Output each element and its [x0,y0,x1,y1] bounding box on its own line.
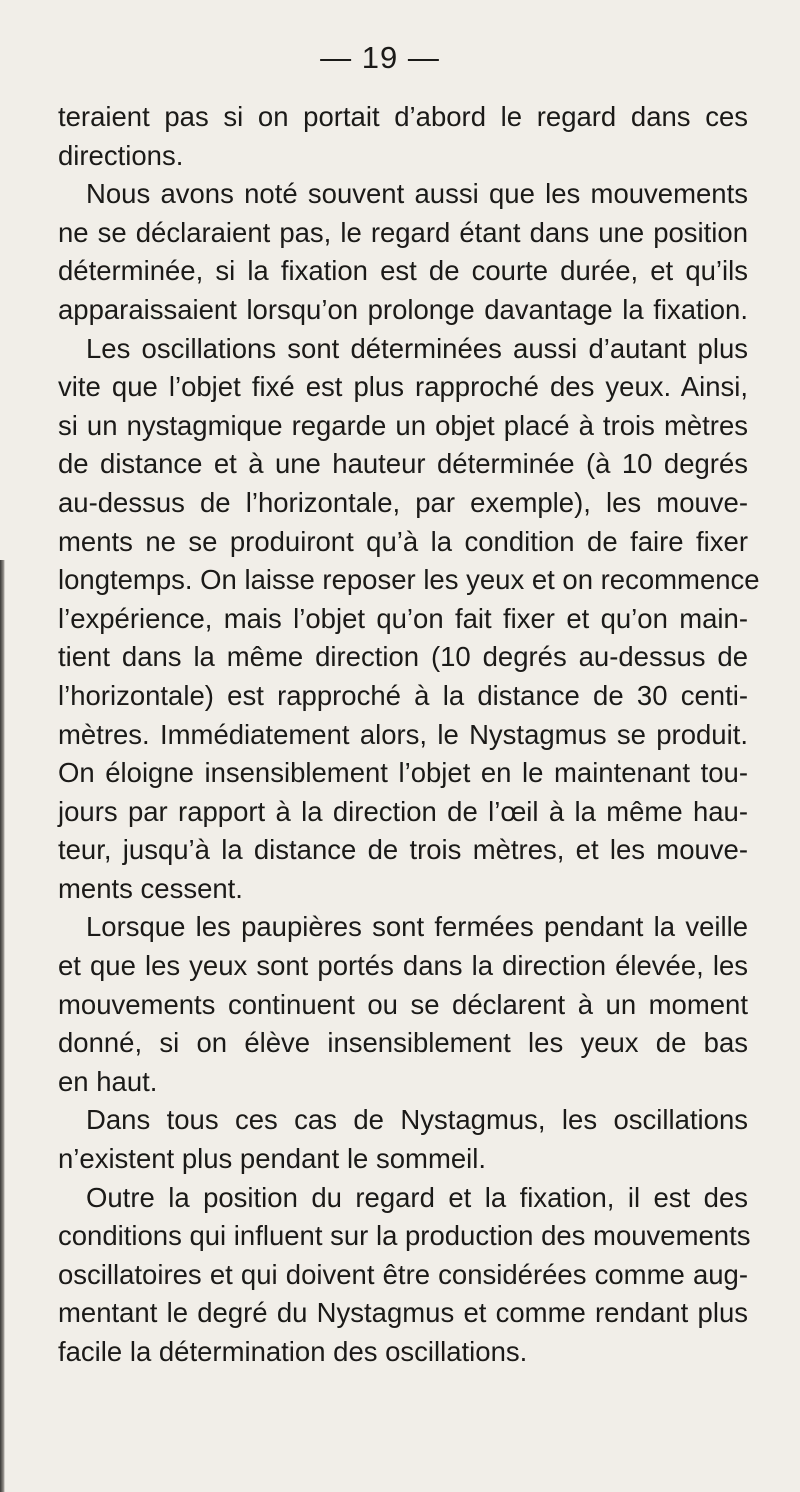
paragraph-1 [58,98,748,175]
text-line: en haut. [58,1065,158,1097]
text-line: oscillatoires et qui doivent être considérées comme aug- [58,1258,748,1290]
paragraph-3 [58,330,760,909]
text-line: jours par rapport à la direction de l’œil à la même hau- [58,795,748,827]
text-line: apparaissaient lorsqu’on prolonge davantage la fixation. [58,293,748,325]
text-line: l’horizontale) est rapproché à la distance de 30 centi- [58,679,748,711]
text-line: Nous avons noté souvent aussi que les mouvements [86,178,748,210]
text-line: conditions qui influent sur la production des mouvements [58,1220,751,1252]
text-line: teur, jusqu’à la distance de trois mètres, et les mouve- [58,834,748,866]
text-line: n’existent plus pendant le sommeil. [58,1143,487,1175]
text-line: donné, si on élève insensiblement les yeux de bas [58,1027,748,1059]
paragraph-5 [58,1101,748,1178]
text-line: On éloigne insensiblement l’objet en le maintenant tou- [58,757,748,789]
text-line: l’expérience, mais l’objet qu’on fait fixer et qu’on main- [58,602,748,634]
text-line: longtemps. On laisse reposer les yeux et on recommence [58,564,760,596]
text-line: teraient pas si on portait d’abord le regard dans ces [58,101,748,132]
text-line: ne se déclaraient pas, le regard étant dans une position [58,216,748,248]
text-line: tient dans la même direction (10 degrés au-dessus de [58,641,748,673]
text-line: mouvements continuent ou se déclarent à un moment [58,988,748,1020]
text-line: au-dessus de l’horizontale, par exemple), les mouve- [58,486,748,518]
page-binding-edge [0,560,5,1492]
text-line: et que les yeux sont portés dans la direction élevée, les [58,950,748,982]
text-line: Les oscillations sont déterminées aussi d’autant plus [86,332,748,364]
text-line: déterminée, si la fixation est de courte durée, et qu’ils [58,255,748,287]
text-line: si un nystagmique regarde un objet placé à trois mètres [58,409,748,441]
page-number: — 19 — [320,40,440,75]
text-line: ments cessent. [58,872,243,904]
text-line: de distance et à une hauteur déterminée (à 10 degrés [58,448,748,480]
paragraph-6 [58,1179,751,1372]
text-line: directions. [58,139,184,171]
text-line: facile la détermination des oscillations. [58,1336,528,1367]
text-line: vite que l’objet fixé est plus rapproché des yeux. Ainsi, [58,371,748,403]
text-line: Dans tous ces cas de Nystagmus, les oscillations [86,1104,748,1136]
text-line: ments ne se produiront qu’à la condition de faire fixer [58,525,748,557]
paragraph-2 [58,175,748,329]
text-line: mentant le degré du Nystagmus et comme rendant plus [58,1297,748,1329]
text-line: Lorsque les paupières sont fermées pendant la veille [86,911,748,943]
body-text [58,98,760,1372]
text-line: Outre la position du regard et la fixation, il est des [86,1181,748,1213]
paragraph-4 [58,908,748,1101]
text-line: mètres. Immédiatement alors, le Nystagmus se produit. [58,718,748,750]
